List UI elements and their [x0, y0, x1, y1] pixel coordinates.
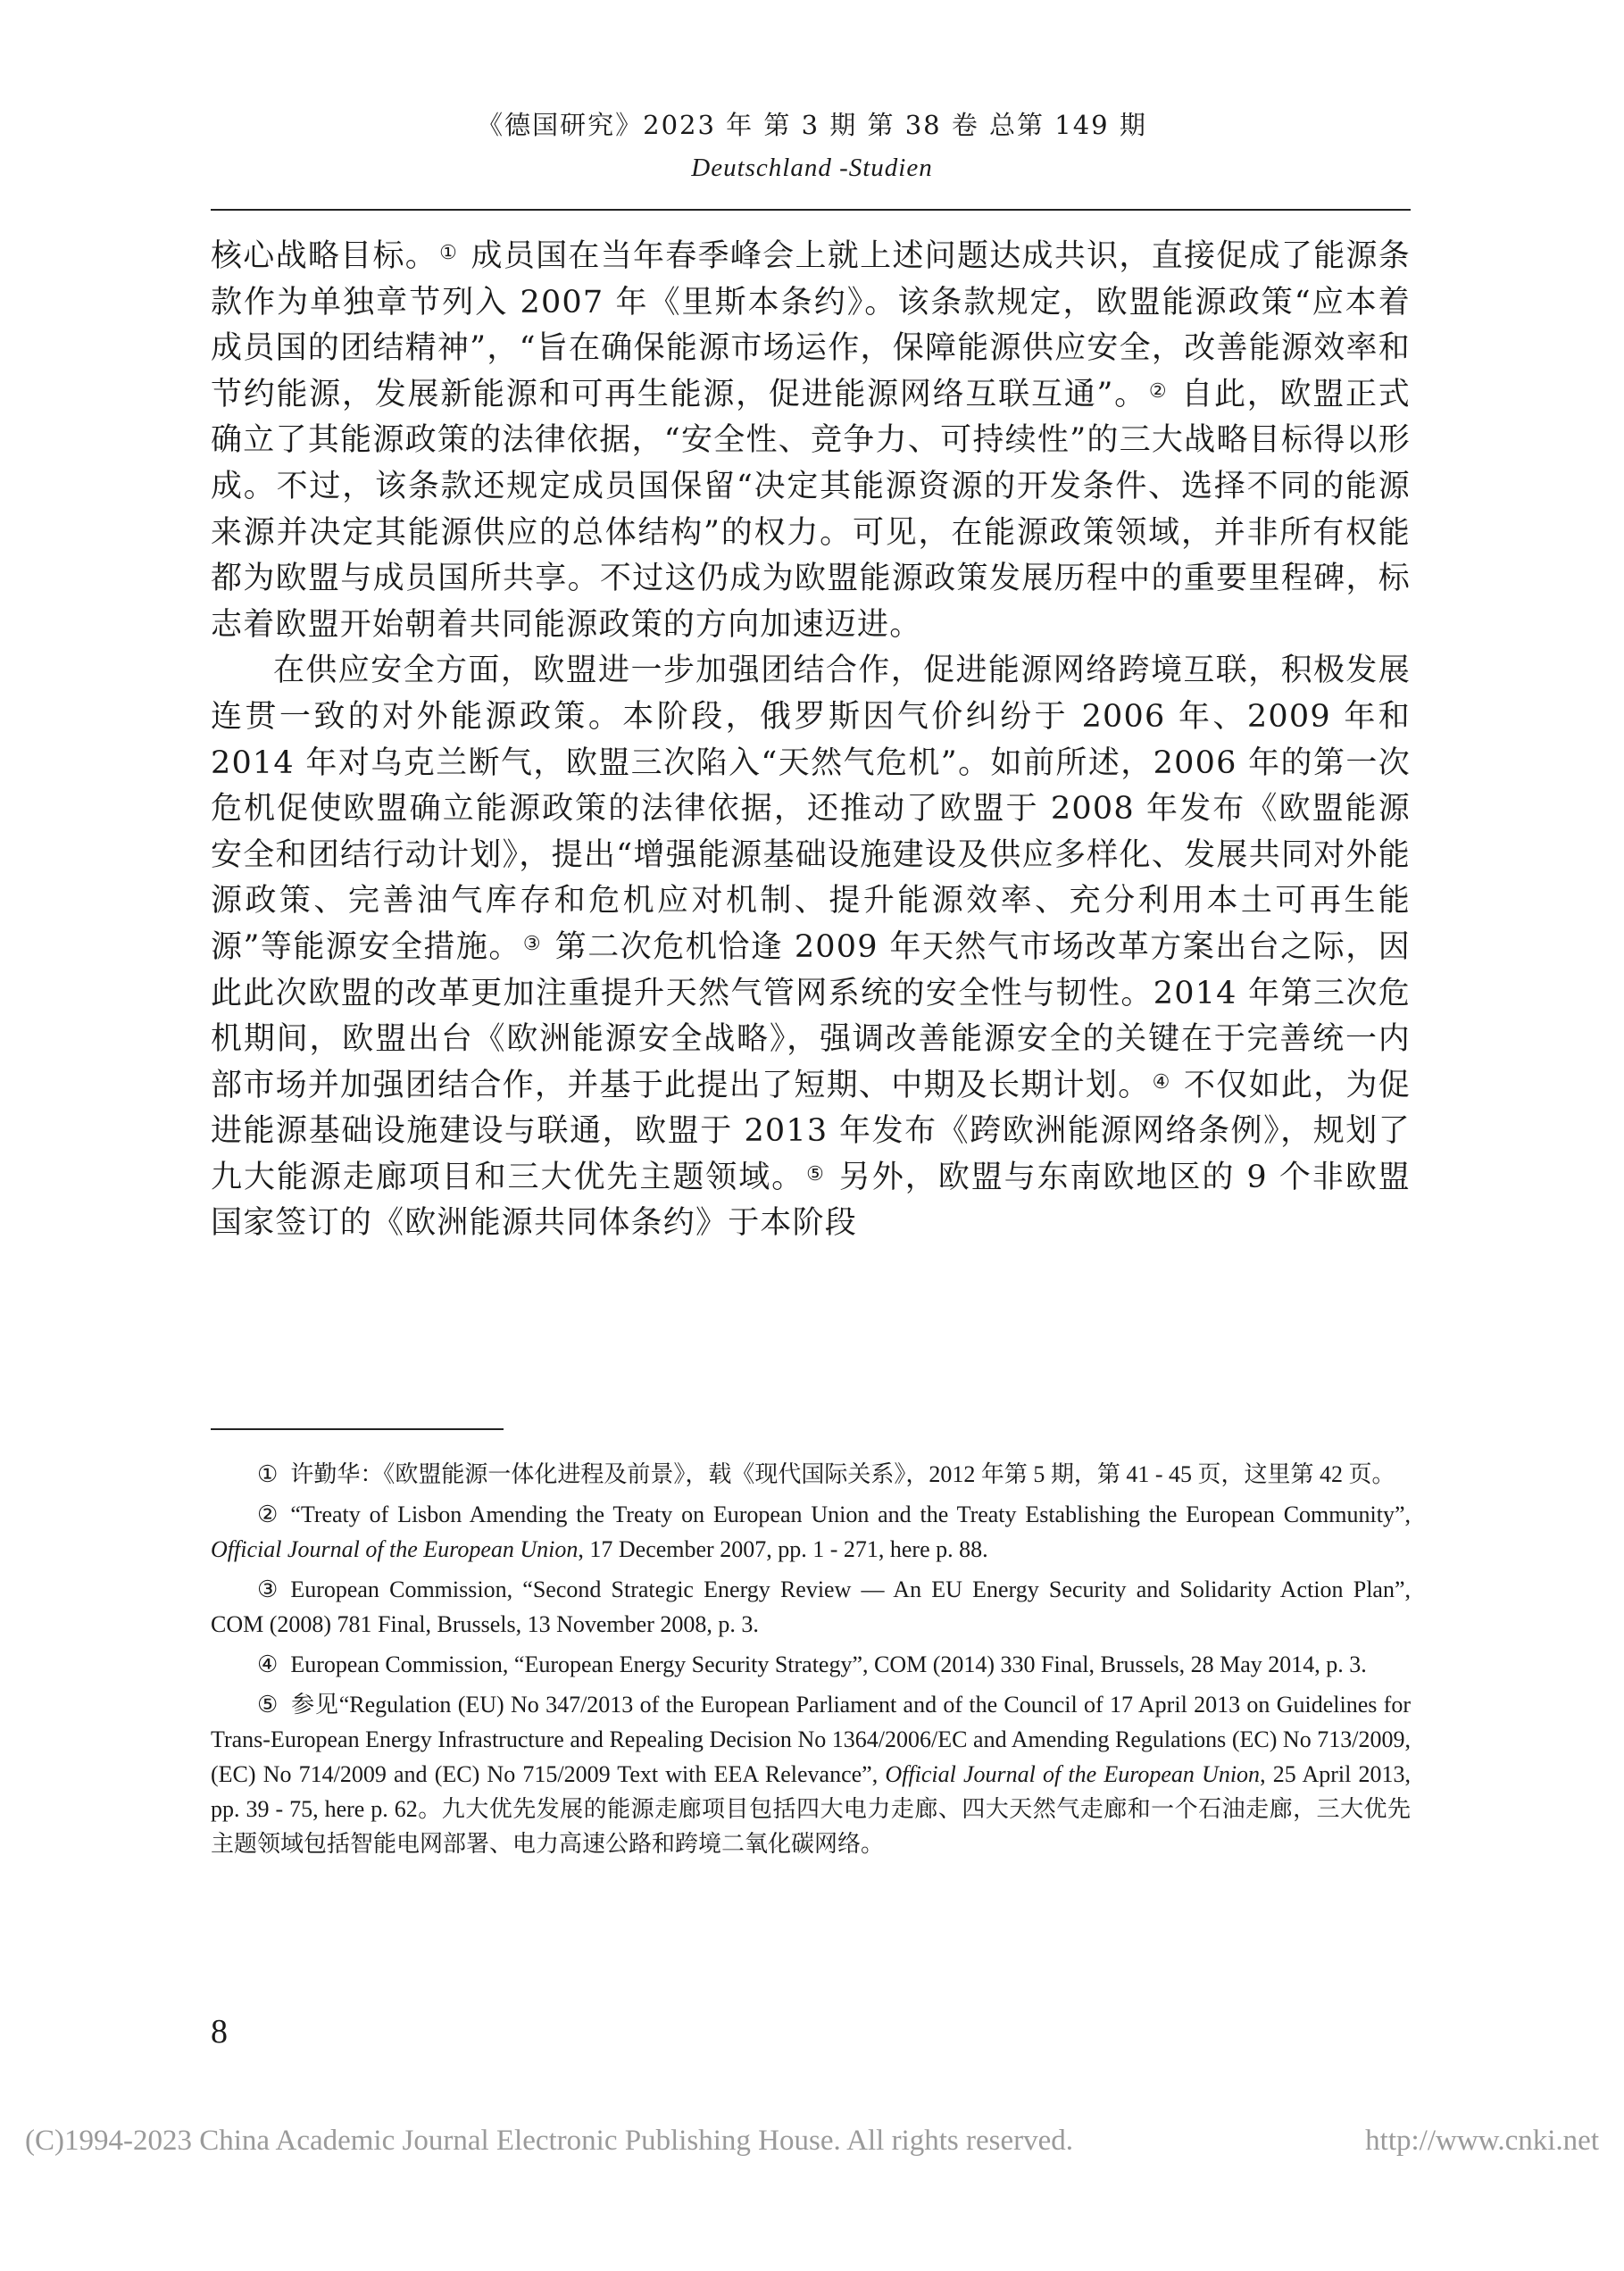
page-number: 8 [211, 2013, 228, 2051]
footnote-marker: ① [257, 1461, 279, 1487]
footnote-2 [211, 1497, 1411, 1567]
footnote-text: 许勤华：《欧盟能源一体化进程及前景》，载《现代国际关系》，2012 年第 5 期，第 41 - 45 页，这里第 42 页。 [290, 1461, 1395, 1487]
footnote-marker: ② [257, 1502, 279, 1527]
body-text-run: 自此，欧盟正式确立了其能源政策的法律依据，“安全性、竞争力、可持续性”的三大战略目标得以形成。不过，该条款还规定成员国保留“决定其能源资源的开发条件、选择不同的能源来源并决定其能源供应的总体结构”的权力。可见，在能源政策领域，并非所有权能都为欧盟与成员国所共享。不过这仍成为欧盟能源政策发展历程中的重要里程碑，标志着欧盟开始朝着共同能源政策的方向加速迈进。 [211, 376, 1411, 643]
body-text-run: 核心战略目标。 [211, 238, 438, 274]
running-head: 《德国研究》2023 年 第 3 期 第 38 卷 总第 149 期 [477, 110, 1147, 140]
footnote-marker: ⑤ [257, 1692, 279, 1718]
footnote-rule [211, 1428, 504, 1430]
footnote-text: European Commission, “European Energy Security Strategy”, COM (2014) 330 Final, Brussels, 28 May 2014, p. 3. [290, 1651, 1367, 1677]
copyright-notice: (C)1994-2023 China Academic Journal Electronic Publishing House. All rights reserved. [25, 2125, 1074, 2157]
body-paragraph-1 [211, 234, 1411, 648]
footnote-1 [211, 1457, 1411, 1492]
footnote-3 [211, 1572, 1411, 1642]
footnote-text: 参见“Regulation (EU) No 347/2013 of the European Parliament and of the Council of 17 April 2013 on Guidelines for Trans-European Energy Infrastructure and Repealing Decision No 1364/2006/EC and Amending Regulations (EC) No 713/2009, (EC) No 714/2009 and (EC) No 715/2009 Text with EEA Relevance”, [211, 1692, 1411, 1787]
footnote-text: , 25 April 2013, pp. 39 - 75, here p. 62。九大优先发展的能源走廊项目包括四大电力走廊、四大天然气走廊和一个石油走廊，三大优先主题领域包括智能电网部署、电力高速公路和跨境二氧化碳网络。 [211, 1761, 1411, 1857]
footnote-ref-1[interactable]: ① [439, 242, 459, 264]
body-text-run: 另外，欧盟与东南欧地区的 9 个非欧盟国家签订的《欧洲能源共同体条约》于本阶段 [211, 1159, 1411, 1242]
body-text-run: 第二次危机恰逢 2009 年天然气市场改革方案出台之际，因此此次欧盟的改革更加注重提升天然气管网系统的安全性与韧性。2014 年第三次危机期间，欧盟出台《欧洲能源安全战略》，强调改善能源安全的关键在于完善统一内部市场并加强团结合作，并基于此提出了短期、中期及长期计划。 [211, 928, 1411, 1103]
footnote-text: “Treaty of Lisbon Amending the Treaty on European Union and the Treaty Establishing the European Community”, [290, 1502, 1411, 1527]
footnote-ref-2[interactable]: ② [1148, 379, 1169, 403]
body-paragraph-2 [211, 648, 1411, 1247]
body-text-run: 不仅如此，为促进能源基础设施建设与联通，欧盟于 2013 年发布《跨欧洲能源网络条例》，规划了九大能源走廊项目和三大优先主题领域。 [211, 1067, 1411, 1195]
body-text-run: 在供应安全方面，欧盟进一步加强团结合作，促进能源网络跨境互联，积极发展连贯一致的对外能源政策。本阶段，俄罗斯因气价纠纷于 2006 年、2009 年和 2014 年对乌克兰断气，欧盟三次陷入“天然气危机”。如前所述，2006 年的第一次危机促使欧盟确立能源政策的法律依据，还推动了欧盟于 2008 年发布《欧盟能源安全和团结行动计划》，提出“增强能源基础设施建设及供应多样化、发展共同对外能源政策、完善油气库存和危机应对机制、提升能源效率、充分利用本土可再生能源”等能源安全措施。 [211, 653, 1411, 965]
footnote-text: European Commission, “Second Strategic Energy Review — An EU Energy Security and Solidarity Action Plan”, COM (2008) 781 Final, Brussels, 13 November 2008, p. 3. [211, 1576, 1411, 1637]
footnote-text: , 17 December 2007, pp. 1 - 271, here p. 88. [578, 1536, 988, 1562]
footnote-marker: ③ [257, 1576, 279, 1602]
copyright-watermark [25, 2125, 1599, 2158]
footnote-marker: ④ [257, 1651, 279, 1677]
footnote-4 [211, 1647, 1411, 1682]
footnote-journal-title: Official Journal of the European Union [885, 1761, 1261, 1787]
footnotes [211, 1457, 1411, 1867]
footnote-ref-4[interactable]: ④ [1152, 1070, 1171, 1094]
footnote-ref-3[interactable]: ③ [522, 932, 543, 955]
header-rule [211, 209, 1411, 211]
body-text [211, 234, 1411, 1247]
footnote-journal-title: Official Journal of the European Union [211, 1536, 579, 1562]
footnote-ref-5[interactable]: ⑤ [806, 1162, 826, 1185]
running-head-subtitle: Deutschland -Studien [691, 154, 933, 182]
footnote-5 [211, 1687, 1411, 1861]
cnki-url[interactable]: http://www.cnki.net [1365, 2125, 1599, 2157]
body-text-run: 成员国在当年春季峰会上就上述问题达成共识，直接促成了能源条款作为单独章节列入 2007 年《里斯本条约》。该条款规定，欧盟能源政策“应本着成员国的团结精神”，“旨在确保能源市场运作，保障能源供应安全，改善能源效率和节约能源，发展新能源和可再生能源，促进能源网络互联互通”。 [211, 238, 1411, 412]
